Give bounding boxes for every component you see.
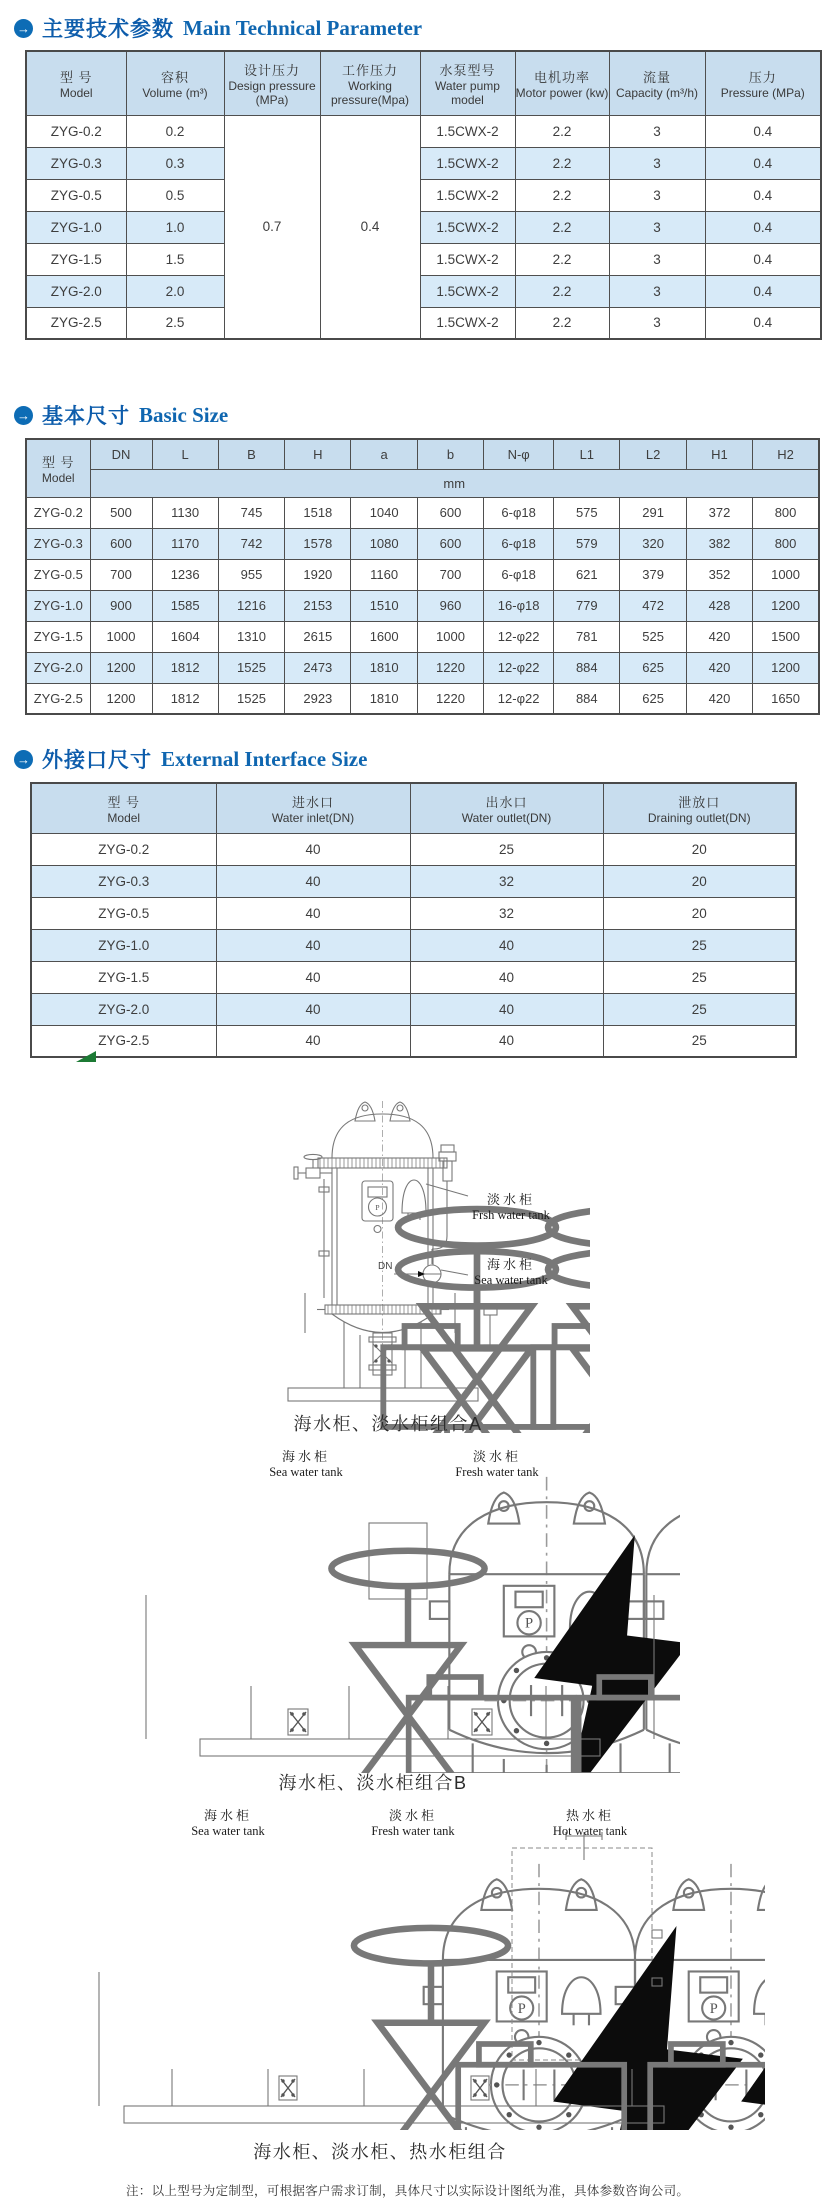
table-cell: 6-φ18 bbox=[484, 528, 554, 559]
table-cell: ZYG-2.5 bbox=[26, 683, 90, 714]
table-cell: 25 bbox=[603, 1025, 796, 1057]
table-cell: 3 bbox=[609, 179, 705, 211]
main-parameter-table-box bbox=[25, 50, 820, 340]
table-cell: 1585 bbox=[152, 590, 218, 621]
table-cell: 3 bbox=[609, 275, 705, 307]
table-cell: ZYG-0.5 bbox=[26, 559, 90, 590]
table-cell: 0.4 bbox=[705, 243, 821, 275]
table-cell: 420 bbox=[686, 652, 752, 683]
basic-size-table bbox=[25, 438, 820, 715]
table-cell: 1578 bbox=[285, 528, 351, 559]
diagram-a-caption: 海水柜、淡水柜组合A bbox=[293, 1414, 483, 1434]
external-interface-table bbox=[30, 782, 797, 1058]
table-cell: 40 bbox=[216, 865, 410, 897]
table-cell: 420 bbox=[686, 683, 752, 714]
table-row bbox=[31, 1025, 796, 1057]
table-cell: 1.5CWX-2 bbox=[420, 275, 515, 307]
table-cell: 1236 bbox=[152, 559, 218, 590]
table-cell: 621 bbox=[554, 559, 620, 590]
column-header: H bbox=[285, 439, 351, 469]
table-cell: 500 bbox=[90, 497, 152, 528]
table-cell: 2.2 bbox=[515, 211, 609, 243]
table-row bbox=[26, 179, 821, 211]
table-row bbox=[31, 833, 796, 865]
column-header: 电机功率 Motor power (kw) bbox=[515, 51, 609, 115]
table-cell: 20 bbox=[603, 833, 796, 865]
section-title-en: External Interface Size bbox=[161, 746, 368, 771]
table-cell: 0.4 bbox=[705, 115, 821, 147]
table-cell: ZYG-1.0 bbox=[26, 590, 90, 621]
table-cell: 1920 bbox=[285, 559, 351, 590]
table-row bbox=[26, 211, 821, 243]
column-header: N-φ bbox=[484, 439, 554, 469]
table-cell: 700 bbox=[417, 559, 483, 590]
table-cell: 25 bbox=[603, 929, 796, 961]
table-cell: 40 bbox=[216, 1025, 410, 1057]
section-title-main-parameter bbox=[14, 13, 422, 43]
column-header: H1 bbox=[686, 439, 752, 469]
table-cell: 379 bbox=[620, 559, 686, 590]
valve-box bbox=[472, 1709, 492, 1735]
table-cell: 742 bbox=[218, 528, 284, 559]
table-cell: 1810 bbox=[351, 652, 417, 683]
table-row bbox=[31, 961, 796, 993]
section-title-zh: 外接口尺寸 bbox=[42, 749, 152, 772]
table-cell: 40 bbox=[216, 929, 410, 961]
table-cell: 1216 bbox=[218, 590, 284, 621]
column-header: 工作压力 Working pressure(Mpa) bbox=[320, 51, 420, 115]
section-title-zh: 基本尺寸 bbox=[42, 405, 130, 428]
table-row bbox=[26, 307, 821, 339]
table-cell: ZYG-0.3 bbox=[26, 147, 126, 179]
hot-water-tank-label: 热水柜 Hot water tank bbox=[552, 1808, 628, 1838]
external-interface-table-box bbox=[30, 782, 795, 1058]
column-header: L1 bbox=[554, 439, 620, 469]
section-title-en: Main Technical Parameter bbox=[183, 15, 423, 40]
table-cell: 955 bbox=[218, 559, 284, 590]
table-row bbox=[26, 147, 821, 179]
table-cell: 2.2 bbox=[515, 307, 609, 339]
table-cell: 32 bbox=[410, 865, 603, 897]
table-cell: 3 bbox=[609, 307, 705, 339]
table-cell: 25 bbox=[410, 833, 603, 865]
table-cell: ZYG-1.5 bbox=[26, 621, 90, 652]
table-cell: 700 bbox=[90, 559, 152, 590]
column-header: 压力 Pressure (MPa) bbox=[705, 51, 821, 115]
table-cell: 1525 bbox=[218, 652, 284, 683]
column-header: 容积 Volume (m³) bbox=[126, 51, 224, 115]
table-cell: 745 bbox=[218, 497, 284, 528]
table-cell: 1.5CWX-2 bbox=[420, 307, 515, 339]
table-cell: ZYG-2.0 bbox=[26, 275, 126, 307]
table-cell: 2.2 bbox=[515, 115, 609, 147]
table-cell: 2.2 bbox=[515, 147, 609, 179]
section-title-external-interface bbox=[14, 744, 367, 774]
table-cell: ZYG-2.0 bbox=[31, 993, 216, 1025]
table-row bbox=[26, 652, 819, 683]
fresh-water-tank-label: 淡水柜 Fresh water tank bbox=[371, 1808, 455, 1838]
column-header: L bbox=[152, 439, 218, 469]
table-cell: 1812 bbox=[152, 652, 218, 683]
table-cell: ZYG-0.3 bbox=[26, 528, 90, 559]
table-cell: 600 bbox=[417, 528, 483, 559]
table-cell: 40 bbox=[216, 833, 410, 865]
table-cell: 1650 bbox=[753, 683, 819, 714]
table-cell: ZYG-1.0 bbox=[26, 211, 126, 243]
table-cell: 1000 bbox=[90, 621, 152, 652]
table-cell: 1.5CWX-2 bbox=[420, 147, 515, 179]
table-cell: 1.5CWX-2 bbox=[420, 243, 515, 275]
table-row bbox=[26, 275, 821, 307]
table-cell: 3 bbox=[609, 115, 705, 147]
green-triangle-marker bbox=[76, 1051, 96, 1062]
column-header: 泄放口 Draining outlet(DN) bbox=[603, 783, 796, 833]
table-cell: 472 bbox=[620, 590, 686, 621]
arrow-bullet-icon: → bbox=[14, 750, 33, 769]
table-cell: 1.0 bbox=[126, 211, 224, 243]
table-row bbox=[26, 559, 819, 590]
table-row bbox=[26, 590, 819, 621]
table-cell: 12-φ22 bbox=[484, 652, 554, 683]
table-cell: 525 bbox=[620, 621, 686, 652]
table-cell: 900 bbox=[90, 590, 152, 621]
table-cell: 6-φ18 bbox=[484, 559, 554, 590]
column-header: L2 bbox=[620, 439, 686, 469]
diagram-b-caption: 海水柜、淡水柜组合B bbox=[278, 1773, 468, 1793]
table-cell: 1200 bbox=[753, 590, 819, 621]
table-cell: 1.5CWX-2 bbox=[420, 211, 515, 243]
working-pressure-cell: 0.4 bbox=[320, 115, 420, 339]
table-cell: ZYG-2.5 bbox=[26, 307, 126, 339]
main-parameter-table bbox=[25, 50, 822, 340]
table-cell: 0.4 bbox=[705, 275, 821, 307]
table-cell: 1510 bbox=[351, 590, 417, 621]
table-cell: 320 bbox=[620, 528, 686, 559]
fresh-water-tank-label: 淡水柜 Fresh water tank bbox=[455, 1449, 539, 1479]
table-cell: ZYG-0.2 bbox=[31, 833, 216, 865]
table-cell: 0.5 bbox=[126, 179, 224, 211]
table-cell: 32 bbox=[410, 897, 603, 929]
table-cell: 2615 bbox=[285, 621, 351, 652]
sea-water-tank-label: 海水柜 Sea water tank bbox=[269, 1449, 343, 1479]
table-cell: 2.2 bbox=[515, 275, 609, 307]
table-cell: 1130 bbox=[152, 497, 218, 528]
table-cell: 625 bbox=[620, 652, 686, 683]
table-cell: 575 bbox=[554, 497, 620, 528]
table-cell: 0.3 bbox=[126, 147, 224, 179]
table-cell: 1525 bbox=[218, 683, 284, 714]
table-cell: 960 bbox=[417, 590, 483, 621]
table-cell: 1220 bbox=[417, 652, 483, 683]
diagram-combo-b bbox=[120, 1443, 680, 1773]
table-cell: 40 bbox=[216, 993, 410, 1025]
valve-box bbox=[471, 2076, 489, 2100]
table-cell: 1200 bbox=[753, 652, 819, 683]
table-cell: 0.4 bbox=[705, 211, 821, 243]
arrow-bullet-icon: → bbox=[14, 19, 33, 38]
table-cell: 779 bbox=[554, 590, 620, 621]
column-header: b bbox=[417, 439, 483, 469]
table-row bbox=[31, 993, 796, 1025]
table-cell: 25 bbox=[603, 961, 796, 993]
table-cell: 40 bbox=[216, 897, 410, 929]
table-cell: 2153 bbox=[285, 590, 351, 621]
dn-port-label: DN bbox=[378, 1261, 393, 1272]
header-row bbox=[26, 51, 821, 115]
basic-size-table-box bbox=[25, 438, 820, 715]
table-cell: 2473 bbox=[285, 652, 351, 683]
table-cell: 20 bbox=[603, 865, 796, 897]
table-cell: 40 bbox=[410, 961, 603, 993]
table-cell: 1160 bbox=[351, 559, 417, 590]
design-pressure-cell: 0.7 bbox=[224, 115, 320, 339]
table-cell: 16-φ18 bbox=[484, 590, 554, 621]
table-cell: 3 bbox=[609, 211, 705, 243]
table-cell: ZYG-0.2 bbox=[26, 115, 126, 147]
table-cell: 12-φ22 bbox=[484, 621, 554, 652]
table-cell: 1220 bbox=[417, 683, 483, 714]
table-cell: 1810 bbox=[351, 683, 417, 714]
table-cell: ZYG-2.5 bbox=[31, 1025, 216, 1057]
section-title-zh: 主要技术参数 bbox=[42, 18, 174, 41]
column-header: a bbox=[351, 439, 417, 469]
table-cell: 25 bbox=[603, 993, 796, 1025]
table-row bbox=[31, 929, 796, 961]
table-cell: 352 bbox=[686, 559, 752, 590]
table-cell: 20 bbox=[603, 897, 796, 929]
table-row bbox=[31, 865, 796, 897]
column-header: 进水口 Water inlet(DN) bbox=[216, 783, 410, 833]
table-cell: 1000 bbox=[417, 621, 483, 652]
table-cell: 884 bbox=[554, 652, 620, 683]
table-cell: 1040 bbox=[351, 497, 417, 528]
table-cell: 2.2 bbox=[515, 179, 609, 211]
table-cell: ZYG-1.5 bbox=[31, 961, 216, 993]
table-cell: 1518 bbox=[285, 497, 351, 528]
table-cell: 1000 bbox=[753, 559, 819, 590]
table-cell: ZYG-0.5 bbox=[26, 179, 126, 211]
column-header: H2 bbox=[753, 439, 819, 469]
table-row bbox=[26, 683, 819, 714]
table-cell: 3 bbox=[609, 147, 705, 179]
column-header: 型 号 Model bbox=[31, 783, 216, 833]
table-cell: 600 bbox=[90, 528, 152, 559]
sea-water-tank-label: 海水柜 Sea water tank bbox=[474, 1257, 548, 1287]
column-header: 流量 Capacity (m³/h) bbox=[609, 51, 705, 115]
table-cell: 3 bbox=[609, 243, 705, 275]
table-cell: 2.5 bbox=[126, 307, 224, 339]
column-header: 水泵型号 Water pump model bbox=[420, 51, 515, 115]
table-cell: 0.4 bbox=[705, 179, 821, 211]
table-cell: 1310 bbox=[218, 621, 284, 652]
sea-water-tank-label: 海水柜 Sea water tank bbox=[191, 1808, 265, 1838]
table-cell: 1604 bbox=[152, 621, 218, 652]
unit-header: mm bbox=[90, 469, 819, 497]
column-header: 型 号 Model bbox=[26, 51, 126, 115]
table-cell: 40 bbox=[410, 1025, 603, 1057]
table-cell: 800 bbox=[753, 497, 819, 528]
table-cell: 1600 bbox=[351, 621, 417, 652]
table-cell: 884 bbox=[554, 683, 620, 714]
table-cell: 40 bbox=[410, 929, 603, 961]
table-cell: 40 bbox=[216, 961, 410, 993]
section-title-basic-size bbox=[14, 400, 228, 430]
table-cell: 40 bbox=[410, 993, 603, 1025]
table-cell: 1.5 bbox=[126, 243, 224, 275]
table-cell: 579 bbox=[554, 528, 620, 559]
header-row bbox=[26, 439, 819, 469]
table-cell: 372 bbox=[686, 497, 752, 528]
table-row bbox=[26, 621, 819, 652]
valve-box bbox=[288, 1709, 308, 1735]
table-cell: 420 bbox=[686, 621, 752, 652]
column-header: B bbox=[218, 439, 284, 469]
column-header: 出水口 Water outlet(DN) bbox=[410, 783, 603, 833]
column-header: 型 号 Model bbox=[26, 439, 90, 497]
table-cell: 800 bbox=[753, 528, 819, 559]
table-cell: ZYG-0.3 bbox=[31, 865, 216, 897]
unit-row bbox=[26, 469, 819, 497]
table-cell: 0.4 bbox=[705, 307, 821, 339]
column-header: DN bbox=[90, 439, 152, 469]
table-row bbox=[31, 897, 796, 929]
table-row bbox=[26, 528, 819, 559]
table-cell: 382 bbox=[686, 528, 752, 559]
table-cell: 1500 bbox=[753, 621, 819, 652]
header-row bbox=[31, 783, 796, 833]
table-row bbox=[26, 243, 821, 275]
diagram-c-caption: 海水柜、淡水柜、热水柜组合 bbox=[253, 2142, 507, 2162]
table-cell: ZYG-2.0 bbox=[26, 652, 90, 683]
valve-box bbox=[279, 2076, 297, 2100]
table-cell: ZYG-0.5 bbox=[31, 897, 216, 929]
gauge-letter: P bbox=[375, 1203, 380, 1212]
table-cell: 428 bbox=[686, 590, 752, 621]
table-cell: 625 bbox=[620, 683, 686, 714]
table-cell: 1080 bbox=[351, 528, 417, 559]
table-cell: 1.5CWX-2 bbox=[420, 115, 515, 147]
table-cell: 1.5CWX-2 bbox=[420, 179, 515, 211]
table-cell: 2.2 bbox=[515, 243, 609, 275]
diagram-combo-c bbox=[65, 1798, 765, 2130]
footnote: 注：以上型号为定制型，可根据客户需求订制，具体尺寸以实际设计图纸为准，具体参数咨询公司。 bbox=[126, 2184, 690, 2198]
table-cell: 600 bbox=[417, 497, 483, 528]
table-cell: 291 bbox=[620, 497, 686, 528]
table-cell: 1812 bbox=[152, 683, 218, 714]
arrow-bullet-icon: → bbox=[14, 406, 33, 425]
table-row bbox=[26, 115, 821, 147]
table-cell: 1200 bbox=[90, 652, 152, 683]
table-cell: 1170 bbox=[152, 528, 218, 559]
section-title-en: Basic Size bbox=[139, 402, 229, 427]
table-cell: ZYG-1.5 bbox=[26, 243, 126, 275]
table-cell: 2.0 bbox=[126, 275, 224, 307]
table-cell: 6-φ18 bbox=[484, 497, 554, 528]
fresh-water-tank-label: 淡水柜 Frsh water tank bbox=[472, 1192, 550, 1222]
table-cell: ZYG-0.2 bbox=[26, 497, 90, 528]
table-row bbox=[26, 497, 819, 528]
table-cell: 2923 bbox=[285, 683, 351, 714]
table-cell: ZYG-1.0 bbox=[31, 929, 216, 961]
column-header: 设计压力 Design pressure (MPa) bbox=[224, 51, 320, 115]
table-cell: 0.4 bbox=[705, 147, 821, 179]
table-cell: 0.2 bbox=[126, 115, 224, 147]
table-cell: 781 bbox=[554, 621, 620, 652]
table-cell: 1200 bbox=[90, 683, 152, 714]
table-cell: 12-φ22 bbox=[484, 683, 554, 714]
